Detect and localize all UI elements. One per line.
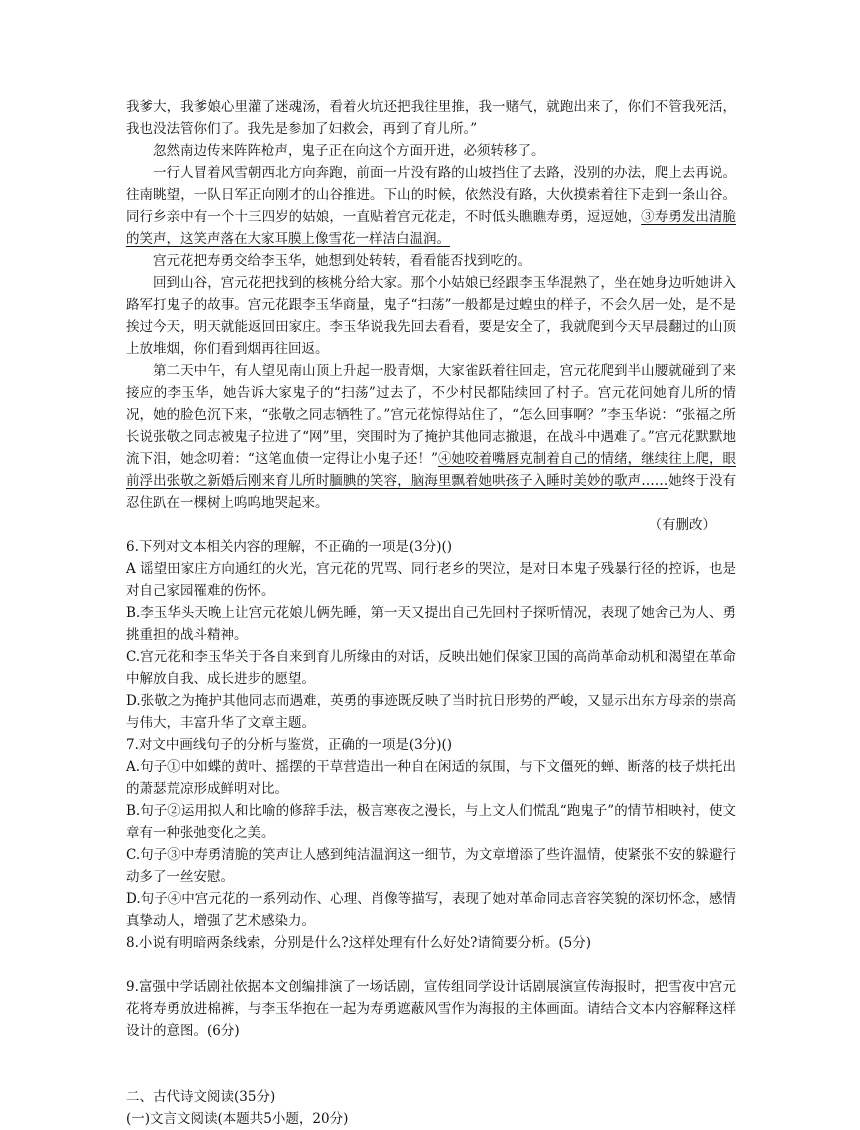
- answer-space: [126, 1042, 736, 1086]
- document-page: [126, 96, 736, 1130]
- question-7: 7.对文中画线句子的分析与鉴赏，正确的一项是(3分)(): [126, 737, 453, 753]
- question-6: 6.下列对文本相关内容的理解，不正确的一项是(3分)(): [126, 539, 453, 555]
- underlined-sentence-4: ④她咬着嘴唇克制着自己的情绪，继续往上爬，眼前浮出张敬之新婚后刚来育儿所时腼腆的笑容，脑海里飘着她哄孩子入睡时美妙的歌声……: [126, 451, 736, 489]
- story-paragraph-3: [126, 162, 736, 250]
- underlined-sentence-3: ③寿勇发出清脆的笑声，这笑声落在大家耳膜上像雪花一样洁白温润。: [126, 209, 737, 247]
- question-6-option-c: C.宫元花和李玉华关于各自来到育儿所缘由的对话，反映出她们保家卫国的高尚革命动机和渴望在革命中解放自我、成长进步的愿望。: [126, 649, 736, 687]
- story-text: 一行人冒着风雪朝西北方向奔跑，前面一片没有路的山坡挡住了去路，没别的办法，爬上去再说。往南眺望，一队日军正向刚才的山谷推进。下山的时候，依然没有路，大伙摸索着往下走到一条山谷。同行乡亲中有一个十三四岁的姑娘，一直贴着宫元花走，不时低头瞧瞧寿勇，逗逗她，: [126, 165, 736, 225]
- question-7-option-d: D.句子④中宫元花的一系列动作、心理、肖像等描写，表现了她对革命同志音容笑貌的深切怀念，感情真挚动人，增强了艺术感染力。: [126, 891, 736, 929]
- story-paragraph-1: [126, 96, 736, 140]
- section-title: 二、古代诗文阅读(35分): [126, 1089, 276, 1105]
- question-6-option-b: B.李玉华头天晚上让宫元花娘儿俩先睡，第一天又提出自己先回村子探听情况，表现了她舍己为人、勇挑重担的战斗精神。: [126, 605, 736, 643]
- section-subtitle: (一)文言文阅读(本题共5小题，20分): [126, 1111, 349, 1127]
- story-text: 我爹大，我爹娘心里灌了迷魂汤，看着火坑还把我往里推，我一赌气，就跑出来了，你们不管我死活，我也没法管你们了。我先是参加了妇救会，再到了育儿所。”: [126, 99, 736, 137]
- question-7-option-a: A.句子①中如蝶的黄叶、摇摆的干草营造出一种自在闲适的氛围，与下文僵死的蝉、断落的枝子烘托出的萧瑟荒凉形成鲜明对比。: [126, 759, 736, 797]
- story-paragraph-2: 忽然南边传来阵阵枪声，鬼子正在向这个方面开进，必须转移了。: [153, 143, 545, 159]
- story-text: 她终于没有忍住趴在一棵树上呜呜地哭起来。: [126, 473, 737, 511]
- question-6-option-a: A 谣望田家庄方向通红的火光，宫元花的咒骂、同行老乡的哭泣，是对日本鬼子残暴行径的控诉，也是对自己家园罹难的伤怀。: [126, 561, 736, 599]
- story-text: 第二天中午，有人望见南山顶上升起一股青烟，大家雀跃着往回走，宫元花爬到半山腰就碰到了来接应的李玉华，她告诉大家鬼子的“扫荡”过去了，不少村民都陆续回了村子。宫元花问她育儿所的情况，她的脸色沉下来，“张敬之同志牺牲了。”宫元花惊得站住了，“怎么回事啊？”李玉华说：“张福之所长说张敬之同志被鬼子拉进了“网”里，突围时为了掩护其他同志撤退，在战斗中遇难了。”宫元花默默地流下泪，她念叨着：“这笔血债一定得让小鬼子还！”: [126, 363, 736, 467]
- question-7-option-c: C.句子③中寿勇清脆的笑声让人感到纯洁温润这一细节，为文章增添了些许温情，使紧张不安的躲避行动多了一丝安慰。: [126, 847, 736, 885]
- story-paragraph-6: [126, 360, 736, 514]
- question-9: 9.富强中学话剧社依据本文创编排演了一场话剧，宣传组同学设计话剧展演宣传海报时，把雪夜中宫元花将寿勇放进棉裤，与李玉华抱在一起为寿勇遮蔽风雪作为海报的主体画面。请结合文本内容解释这样设计的意图。(6分): [126, 979, 736, 1039]
- answer-space: [126, 954, 736, 976]
- question-7-option-b: B.句子②运用拟人和比喻的修辞手法，极言寒夜之漫长，与上文人们慌乱“跑鬼子”的情节相映衬，使文章有一种张弛变化之美。: [126, 803, 736, 841]
- question-8: 8.小说有明暗两条线索，分别是什么?这样处理有什么好处?请简要分析。(5分): [126, 935, 591, 951]
- story-paragraph-4: 宫元花把寿勇交给李玉华，她想到处转转，看看能否找到吃的。: [153, 253, 531, 269]
- edit-note: （有删改）: [648, 517, 716, 533]
- question-6-option-d: D.张敬之为掩护其他同志而遇难，英勇的事迹既反映了当时抗日形势的严峻，又显示出东方母亲的崇高与伟大，丰富升华了文章主题。: [126, 693, 736, 731]
- story-paragraph-5: 回到山谷，宫元花把找到的核桃分给大家。那个小姑娘已经跟李玉华混熟了，坐在她身边听她讲入路军打鬼子的故事。宫元花跟李玉华商量，鬼子“扫荡”一般都是过蝗虫的样子，不会久居一处，是不是挨过今天，明天就能返回田家庄。李玉华说我先回去看看，要是安全了，我就爬到今天早晨翻过的山顶上放堆烟，你们看到烟再往回返。: [126, 275, 736, 357]
